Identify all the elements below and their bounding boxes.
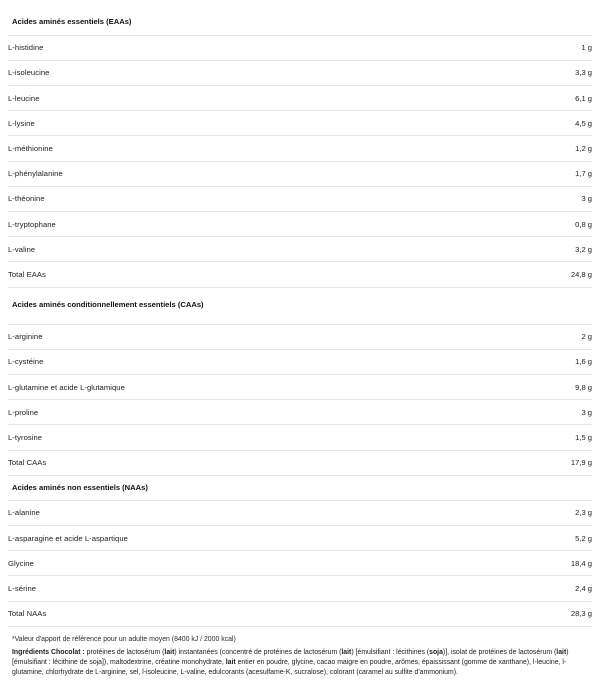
table-row xyxy=(8,86,592,111)
table-row xyxy=(8,324,592,349)
section-title: Acides aminés conditionnellement essentiels (CAAs) xyxy=(12,300,204,310)
row-label: L-alanine xyxy=(8,500,300,525)
table-row xyxy=(8,500,592,525)
amino-acid-table xyxy=(8,10,592,627)
table-row xyxy=(8,212,592,237)
row-label: L-glutamine et acide L-glutamique xyxy=(8,374,300,399)
row-label: L-sérine xyxy=(8,576,300,601)
row-value: 24,8 g xyxy=(300,262,592,287)
row-label: L-arginine xyxy=(8,324,300,349)
row-label: L-phénylalanine xyxy=(8,161,300,186)
row-value: 1,2 g xyxy=(300,136,592,161)
row-label: Total CAAs xyxy=(8,450,300,475)
row-value: 1 g xyxy=(300,35,592,60)
row-label: L-leucine xyxy=(8,86,300,111)
row-label: Glycine xyxy=(8,551,300,576)
section-header-naa xyxy=(8,475,592,500)
ingredients-text: protéines de lactosérum (lait) instantanées (concentré de protéines de lactosérum (lait) [émulsifiant : lécithines (soja)], isolat de protéines de lactosérum (lait) [émulsifiant : lécithine de soja]), maltodextrine, créatine monohydrate, lait entier en poudre, glycine, cacao maigre en poudre, arômes, épaississant (gomme de xanthane), l-leucine, l-glutamine, chlorhydrate de L-arginine, sel, l-isoleucine, L-valine, edulcorants (acesulfame-K, sucralose), colorant (caramel au sulfite d'ammonium). xyxy=(12,648,569,676)
row-value: 3,3 g xyxy=(300,60,592,85)
row-label: L-asparagine et acide L-aspartique xyxy=(8,526,300,551)
table-row xyxy=(8,374,592,399)
table-row xyxy=(8,349,592,374)
row-value: 2,3 g xyxy=(300,500,592,525)
table-row-total xyxy=(8,262,592,287)
row-value: 2 g xyxy=(300,324,592,349)
section-title: Acides aminés non essentiels (NAAs) xyxy=(12,482,148,492)
table-row xyxy=(8,526,592,551)
section-header-eaa xyxy=(8,10,592,35)
table-row xyxy=(8,237,592,262)
row-value: 17,9 g xyxy=(300,450,592,475)
table-row xyxy=(8,161,592,186)
row-label: L-tyrosine xyxy=(8,425,300,450)
table-row xyxy=(8,576,592,601)
row-value: 6,1 g xyxy=(300,86,592,111)
row-label: L-méthionine xyxy=(8,136,300,161)
row-label: L-valine xyxy=(8,237,300,262)
table-row xyxy=(8,60,592,85)
table-row xyxy=(8,136,592,161)
row-value: 1,7 g xyxy=(300,161,592,186)
row-value: 3 g xyxy=(300,186,592,211)
row-value: 1,5 g xyxy=(300,425,592,450)
row-value: 9,8 g xyxy=(300,374,592,399)
table-body xyxy=(8,10,592,626)
table-row xyxy=(8,111,592,136)
table-row xyxy=(8,35,592,60)
table-row xyxy=(8,400,592,425)
row-label: L-histidine xyxy=(8,35,300,60)
row-value: 5,2 g xyxy=(300,526,592,551)
row-label: L-cystéine xyxy=(8,349,300,374)
table-row-total xyxy=(8,601,592,626)
row-value: 1,6 g xyxy=(300,349,592,374)
row-label: L-proline xyxy=(8,400,300,425)
table-row xyxy=(8,425,592,450)
row-value: 3,2 g xyxy=(300,237,592,262)
reference-intake-footnote: *Valeur d'apport de référence pour un adulte moyen (8400 kJ / 2000 kcal) xyxy=(12,635,236,643)
row-value: 0,8 g xyxy=(300,212,592,237)
ingredients-label: Ingrédients Chocolat : xyxy=(12,648,85,656)
row-value: 4,5 g xyxy=(300,111,592,136)
row-value: 2,4 g xyxy=(300,576,592,601)
row-value: 18,4 g xyxy=(300,551,592,576)
row-label: Total EAAs xyxy=(8,262,300,287)
row-value: 3 g xyxy=(300,400,592,425)
section-header-caa xyxy=(8,287,592,324)
row-label: L-tryptophane xyxy=(8,212,300,237)
section-title: Acides aminés essentiels (EAAs) xyxy=(12,17,132,27)
row-label: Total NAAs xyxy=(8,601,300,626)
row-label: L-isoleucine xyxy=(8,60,300,85)
row-label: L-lysine xyxy=(8,111,300,136)
row-value: 28,3 g xyxy=(300,601,592,626)
table-row xyxy=(8,186,592,211)
table-row xyxy=(8,551,592,576)
row-label: L-théonine xyxy=(8,186,300,211)
table-row-total xyxy=(8,450,592,475)
ingredients-paragraph xyxy=(8,645,592,678)
